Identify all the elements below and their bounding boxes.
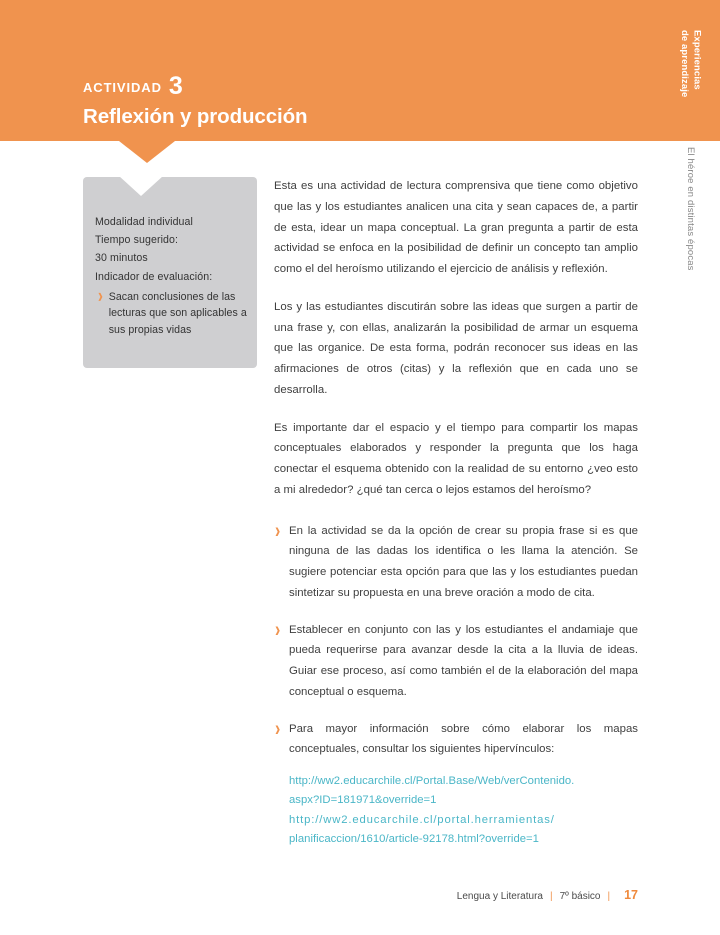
list-item bbox=[274, 719, 638, 761]
footer-grade: 7º básico bbox=[559, 891, 601, 902]
header-pointer-triangle bbox=[119, 141, 175, 163]
hyperlink-2-line-2[interactable]: planificaccion/1610/article-92178.html?override=1 bbox=[289, 833, 539, 846]
guidance-bullet-list bbox=[274, 521, 638, 761]
info-indicador-item bbox=[95, 289, 247, 338]
info-tiempo-label: Tiempo sugerido: bbox=[95, 234, 179, 247]
info-tiempo-value: 30 minutos bbox=[95, 252, 148, 265]
side-tab-unidad-label: El héroe en distintas épocas bbox=[685, 147, 697, 271]
side-tab-experiencias-label: Experiencias de aprendizaje bbox=[679, 30, 703, 98]
page-footer bbox=[0, 888, 720, 902]
info-box-notch bbox=[119, 176, 163, 196]
paragraph-1: Esta es una actividad de lectura comprensiva que tiene como objetivo que las y los estudiantes analicen una cita y sean capaces de, a partir de esta, idear un mapa conceptual. La gran pregunta a partir de esta actividad se enfoca en la posibilidad de definir un concepto tan amplio como el del heroísmo utilizando el ejercicio de análisis y reflexión. bbox=[274, 180, 638, 275]
activity-number: 3 bbox=[168, 72, 184, 100]
info-box-content bbox=[95, 213, 247, 338]
chevron-right-icon: ❱ bbox=[274, 723, 282, 734]
paragraph-2: Los y las estudiantes discutirán sobre las ideas que surgen a partir de una frase y, con ellas, analizarán la posibilidad de armar un esquema que las organice. De esta forma, podrán reconocer sus ideas en las afirmaciones de otros (citas) y la reflexión que en cada uno se desarrolla. bbox=[274, 300, 638, 396]
footer-page-number: 17 bbox=[624, 888, 638, 902]
hyperlink-1-line-1[interactable]: http://ww2.educarchile.cl/Portal.Base/Web/verContenido. bbox=[289, 775, 575, 787]
activity-kicker-label: ACTIVIDAD bbox=[83, 80, 162, 95]
hyperlink-1-line-2[interactable]: aspx?ID=181971&override=1 bbox=[289, 794, 437, 807]
footer-subject: Lengua y Literatura bbox=[456, 891, 543, 902]
list-item bbox=[274, 521, 638, 604]
chevron-right-icon: ❱ bbox=[274, 525, 282, 536]
activity-header-content bbox=[83, 72, 513, 129]
info-indicador-label: Indicador de evaluación: bbox=[95, 270, 213, 283]
chevron-right-icon: ❱ bbox=[274, 624, 282, 635]
chevron-right-icon: ❱ bbox=[97, 291, 104, 301]
info-indicador-text: Sacan conclusiones de las lecturas que son aplicables a sus propias vidas bbox=[108, 290, 247, 336]
hyperlink-block bbox=[289, 772, 638, 850]
list-item bbox=[274, 620, 638, 703]
hyperlink-2-line-1[interactable]: http://ww2.educarchile.cl/portal.herramientas/ bbox=[289, 813, 555, 826]
paragraph-3: Es importante dar el espacio y el tiempo para compartir los mapas conceptuales elaborados y responder la pregunta que los haga conectar el esquema obtenido con la realidad de su entorno ¿veo esto a mi alrededor? ¿qué tan cerca o lejos estamos del heroísmo? bbox=[274, 421, 638, 496]
main-text-column bbox=[274, 176, 638, 850]
footer-separator-2: | bbox=[607, 891, 611, 902]
activity-eyebrow bbox=[83, 72, 513, 100]
activity-info-box bbox=[83, 177, 257, 368]
guidance-bullet-2-text: Establecer en conjunto con las y los estudiantes el andamiaje que pueda requerirse para avanzar desde la cita a la lluvia de ideas. Guiar ese proceso, así como también el de la elaboración del mapa conceptual o esquema. bbox=[289, 623, 638, 698]
activity-header-band bbox=[0, 0, 720, 141]
guidance-bullet-3-text: Para mayor información sobre cómo elaborar los mapas conceptuales, consultar los siguientes hipervínculos: bbox=[289, 722, 638, 756]
info-modalidad: Modalidad individual bbox=[95, 216, 193, 228]
page-title: Reflexión y producción bbox=[83, 105, 308, 128]
side-tab-unidad bbox=[660, 141, 720, 341]
guidance-bullet-1-text: En la actividad se da la opción de crear su propia frase si es que ninguna de las dadas los identifica o les llama la atención. Se sugiere potenciar esta opción para que las y los estudiantes puedan sintetizar su propuesta en una breve oración a modo de cita. bbox=[289, 524, 638, 599]
footer-separator-1: | bbox=[549, 891, 553, 902]
